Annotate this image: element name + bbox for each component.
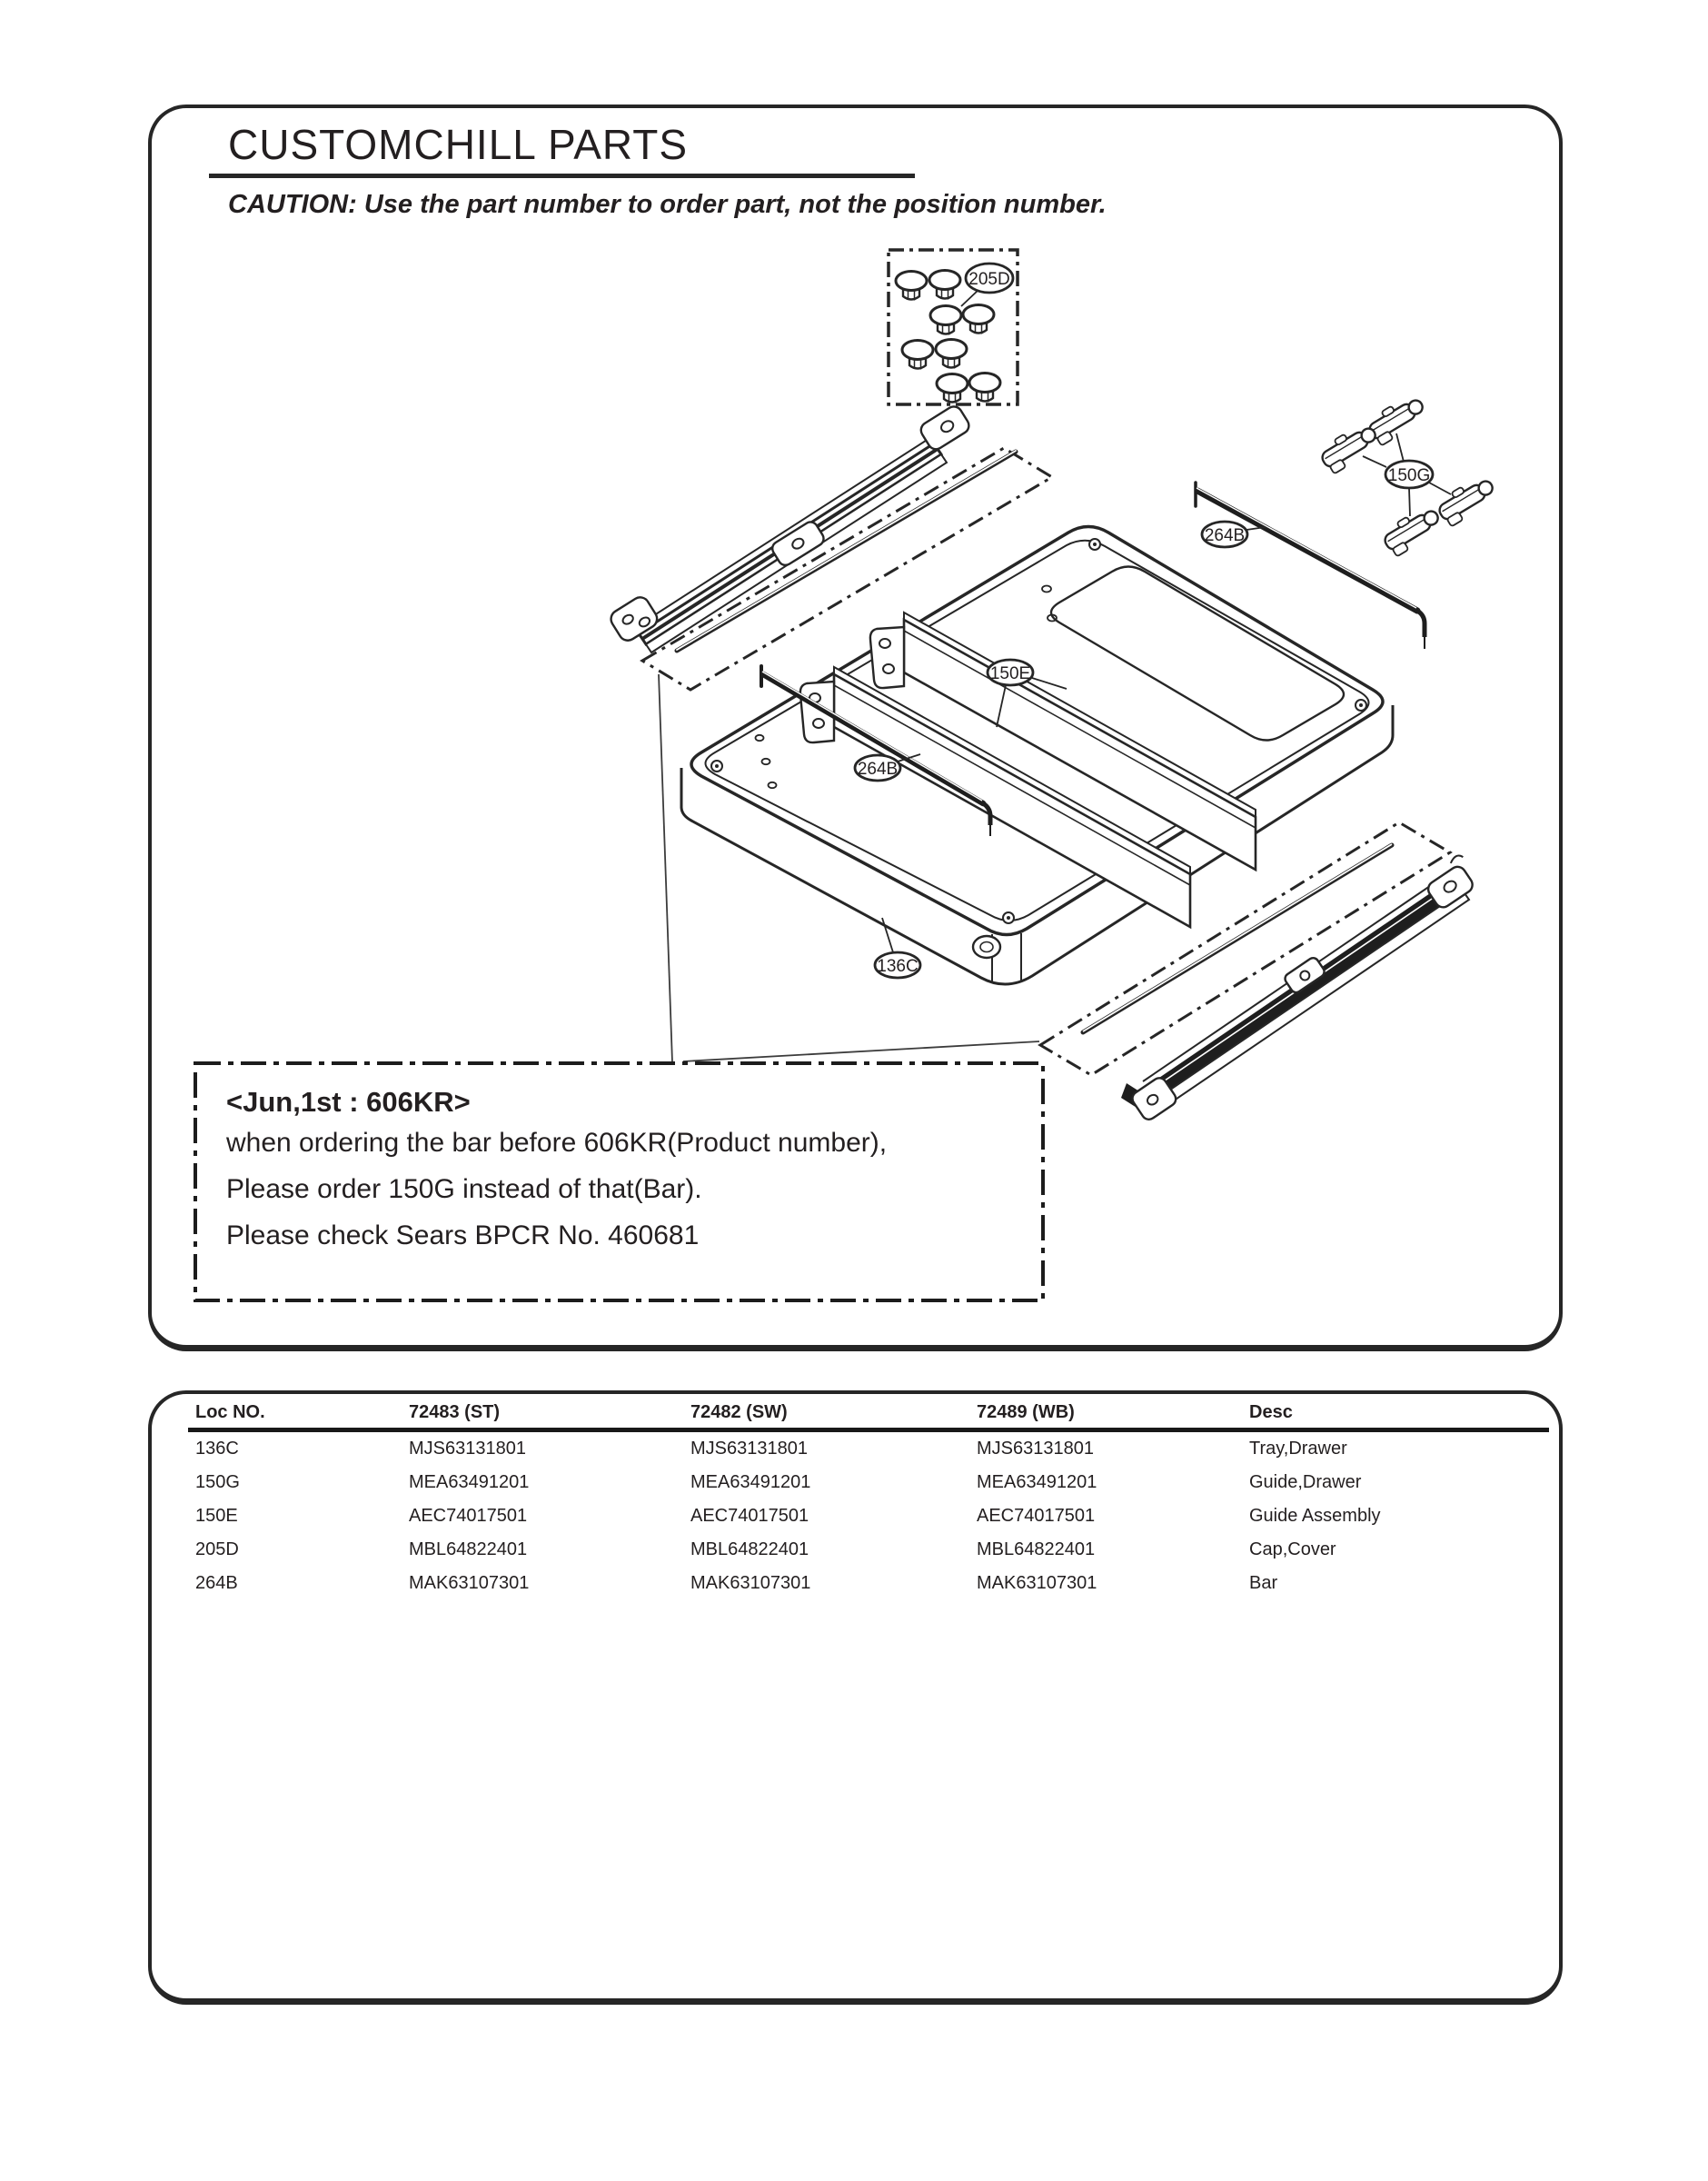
note-heading: <Jun,1st : 606KR> xyxy=(226,1086,471,1118)
note-box xyxy=(226,1085,1026,1259)
rail-bracket-icon xyxy=(918,403,971,453)
cell-desc: Cap,Cover xyxy=(1249,1539,1336,1559)
cell-wb: AEC74017501 xyxy=(977,1506,1096,1526)
callout-150e-label: 150E xyxy=(989,664,1031,683)
callout-150g xyxy=(1363,433,1451,516)
caution-text: CAUTION: Use the part number to order part, not the position number. xyxy=(228,190,1107,219)
cell-st: AEC74017501 xyxy=(409,1506,528,1526)
table-row xyxy=(195,1533,1551,1567)
cell-loc: 150E xyxy=(195,1506,238,1526)
table-row xyxy=(195,1567,1551,1600)
callout-264b-mid-label: 264B xyxy=(857,760,899,779)
table-header-row xyxy=(195,1402,1551,1426)
header-72483-st: 72483 (ST) xyxy=(409,1402,501,1422)
callout-205d xyxy=(961,264,1013,306)
cell-wb: MAK63107301 xyxy=(977,1573,1097,1593)
note-line: Please check Sears BPCR No. 460681 xyxy=(226,1220,700,1250)
cell-loc: 205D xyxy=(195,1539,239,1559)
callout-136c-label: 136C xyxy=(877,957,919,976)
cell-desc: Tray,Drawer xyxy=(1249,1439,1347,1459)
cell-st: MEA63491201 xyxy=(409,1472,530,1492)
cell-sw: MEA63491201 xyxy=(690,1472,811,1492)
header-desc: Desc xyxy=(1249,1402,1293,1422)
callout-136c xyxy=(875,918,920,978)
cell-desc: Guide Assembly xyxy=(1249,1506,1381,1526)
cell-loc: 150G xyxy=(195,1472,240,1492)
cell-wb: MJS63131801 xyxy=(977,1439,1094,1459)
callout-264b-top-label: 264B xyxy=(1204,526,1246,545)
cell-st: MJS63131801 xyxy=(409,1439,526,1459)
note-line: when ordering the bar before 606KR(Product number), xyxy=(226,1128,888,1158)
cell-loc: 136C xyxy=(195,1439,239,1459)
drawer-tray xyxy=(681,527,1393,985)
rail-bracket-icon xyxy=(770,519,826,567)
cell-wb: MBL64822401 xyxy=(977,1539,1096,1559)
header-72489-wb: 72489 (WB) xyxy=(977,1402,1075,1422)
header-loc-no: Loc NO. xyxy=(195,1402,265,1422)
cell-sw: MBL64822401 xyxy=(690,1539,809,1559)
cell-wb: MEA63491201 xyxy=(977,1472,1097,1492)
cell-sw: MAK63107301 xyxy=(690,1573,811,1593)
cell-sw: AEC74017501 xyxy=(690,1506,809,1526)
callout-205d-label: 205D xyxy=(968,270,1010,289)
page-title: CUSTOMCHILL PARTS xyxy=(228,121,689,168)
header-72482-sw: 72482 (SW) xyxy=(690,1402,788,1422)
cell-st: MAK63107301 xyxy=(409,1573,530,1593)
drawer-rail-left xyxy=(608,403,972,652)
cell-st: MBL64822401 xyxy=(409,1539,528,1559)
note-line: Please order 150G instead of that(Bar). xyxy=(226,1174,702,1204)
parts-table xyxy=(195,1402,1551,1600)
table-row xyxy=(195,1499,1551,1533)
callout-150g-label: 150G xyxy=(1387,466,1431,485)
table-row xyxy=(195,1466,1551,1499)
table-row xyxy=(195,1432,1551,1466)
cell-sw: MJS63131801 xyxy=(690,1439,808,1459)
cell-loc: 264B xyxy=(195,1573,238,1593)
cell-desc: Bar xyxy=(1249,1573,1278,1593)
cell-desc: Guide,Drawer xyxy=(1249,1472,1362,1492)
